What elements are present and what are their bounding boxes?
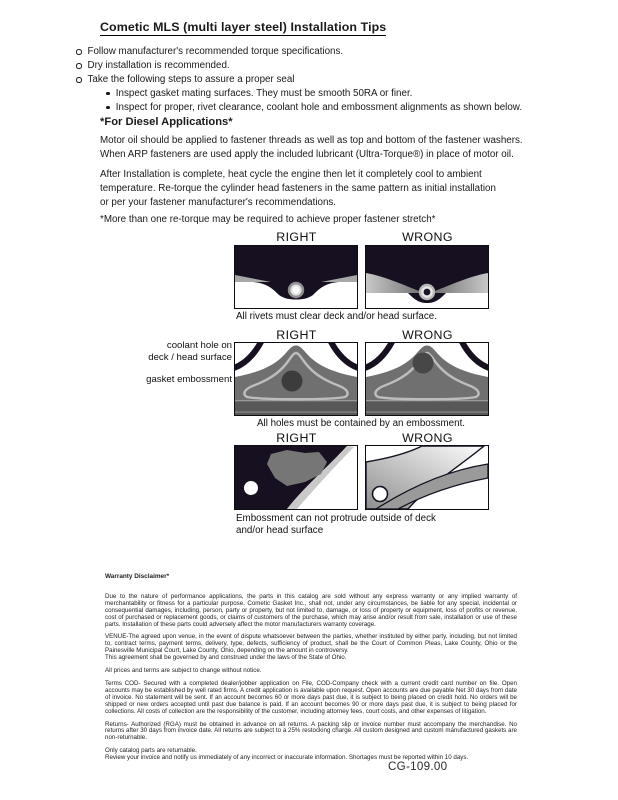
embossment-right-illustration bbox=[235, 446, 357, 509]
row3-wrong-label: WRONG bbox=[402, 431, 453, 445]
disclaimer-heading: Warranty Disclaimer* bbox=[105, 573, 170, 580]
paragraph-line: After Installation is complete, heat cycle the engine then let it completely cool to ambient bbox=[100, 169, 482, 180]
disclaimer-paragraph: All prices and terms are subject to change without notice. bbox=[105, 667, 262, 675]
list-item bbox=[106, 101, 522, 115]
paragraph-line: or per your fastener manufacturer's recommendations. bbox=[100, 197, 337, 208]
list-item bbox=[106, 87, 522, 101]
tips-bullet-list bbox=[76, 45, 343, 87]
bullet-text: Dry installation is recommended. bbox=[87, 60, 230, 71]
diesel-section-heading: *For Diesel Applications* bbox=[100, 116, 233, 128]
filled-bullet-icon bbox=[106, 92, 110, 96]
embossment-wrong-illustration bbox=[366, 446, 488, 509]
diagram-rivet-wrong bbox=[365, 245, 489, 309]
open-bullet-icon bbox=[76, 49, 82, 55]
row3-caption: Embossment can not protrude outside of deck and/or head surface bbox=[236, 513, 436, 536]
rivet-clearance-wrong-illustration bbox=[366, 246, 488, 308]
disclaimer-paragraph: Due to the nature of performance applications, the parts in this catalog are sold without any express warranty or any implied warranty of merchantability or fitness for a particular purpose. Cometic Gasket Inc., shall not, under any circumstances, be liable for any special, incidental or consequential damages, including, person, party or property, but not limited to, damage, or loss of property or equipment, loss of profits or revenue, cost of purchased or replacement goods, or claims of customers of the purchase, which may arise and/or result from sale, installation or use of these parts. Installation of these parts could adversely affect the motor manufacturers warranty coverage. bbox=[105, 592, 517, 628]
paragraph-retorque-note bbox=[100, 213, 435, 227]
disclaimer-paragraph: Only catalog parts are returnable. bbox=[105, 747, 197, 755]
paragraph-motor-oil bbox=[100, 134, 523, 162]
diagram-hole-wrong bbox=[365, 342, 489, 416]
row3-right-label: RIGHT bbox=[276, 431, 317, 445]
disclaimer-paragraph: VENUE-The agreed upon venue, in the event of dispute whatsoever between the parties, whether instituted by either party, including, but not limited to, contract terms, payment terms, delivery, type, defects, sufficiency of product, shall be the Court of Common Pleas, Lake County, Ohio or the Painesville Municipal Court, Lake County, Ohio, depending on the amount in controversy. bbox=[105, 633, 517, 655]
paragraph-line: temperature. Re-torque the cylinder head fasteners in the same pattern as initial installation bbox=[100, 183, 496, 194]
list-item bbox=[76, 59, 343, 73]
disclaimer-paragraph: Returns- Authorized (RGA) must be obtained in advance on all returns. A packing slip or invoice number must accompany the merchandise. No returns after 30 days from invoice date. All returns are subject to a 25% restocking charge. All custom designed and custom manufactured gaskets are non-returnable. bbox=[105, 720, 517, 742]
bullet-text: Take the following steps to assure a proper seal bbox=[87, 74, 295, 85]
bullet-text: Inspect for proper, rivet clearance, coolant hole and embossment alignments as shown below. bbox=[115, 102, 523, 113]
disclaimer-paragraph: This agreement shall be governed by and construed under the laws of the State of Ohio. bbox=[105, 654, 347, 662]
list-item bbox=[76, 45, 343, 59]
disclaimer-paragraph: Review your invoice and notify us immediately of any incorrect or inaccurate information. Shortages must be reported within 10 days. bbox=[105, 754, 469, 762]
row1-wrong-label: WRONG bbox=[402, 230, 453, 244]
page-number: CG-109.00 bbox=[388, 760, 448, 773]
tips-sub-bullet-list bbox=[106, 87, 522, 115]
row2-right-label: RIGHT bbox=[276, 328, 317, 342]
gasket-embossment-label: gasket embossment bbox=[146, 374, 232, 385]
paragraph-heat-cycle bbox=[100, 168, 496, 210]
coolant-hole-wrong-illustration bbox=[366, 343, 488, 415]
row1-right-label: RIGHT bbox=[276, 230, 317, 244]
open-bullet-icon bbox=[76, 63, 82, 69]
paragraph-line: When ARP fasteners are used apply the included lubricant (Ultra-Torque®) in place of motor oil. bbox=[100, 149, 514, 160]
paragraph-line: Motor oil should be applied to fastener threads as well as top and bottom of the fastener washers. bbox=[100, 135, 523, 146]
row1-caption: All rivets must clear deck and/or head surface. bbox=[236, 311, 437, 322]
row2-wrong-label: WRONG bbox=[402, 328, 453, 342]
row2-caption: All holes must be contained by an embossment. bbox=[256, 418, 466, 429]
diagram-rivet-right bbox=[234, 245, 358, 309]
diagram-protrusion-right bbox=[234, 445, 358, 510]
rivet-clearance-right-illustration bbox=[235, 246, 357, 308]
warranty-disclaimer bbox=[105, 574, 517, 768]
list-item bbox=[76, 73, 343, 87]
open-bullet-icon bbox=[76, 77, 82, 83]
bullet-text: Follow manufacturer's recommended torque specifications. bbox=[87, 46, 344, 57]
coolant-hole-label: coolant hole on bbox=[166, 340, 232, 351]
filled-bullet-icon bbox=[106, 106, 110, 110]
diagram-hole-right bbox=[234, 342, 358, 416]
disclaimer-paragraph: Terms COD- Secured with a completed dealer/jobber application on File, COD-Company check with a current credit card number on file. Open accounts may be established by well rated firms. A credit application is available upon request. Open accounts are due payable Net 30 days from date of invoice. No statement will be sent. If an account becomes 60 or more days past due, it is subject to being placed on credit hold. No orders will be shipped or new orders accepted until past due balance is paid. If an account becomes 90 or more days past due, it is subject to being placed for collections. All costs of collection are the responsibility of the customer, including attorney fees, court costs, and other expenses of litigation. bbox=[105, 679, 517, 715]
page-title: Cometic MLS (multi layer steel) Installation Tips bbox=[100, 20, 387, 34]
coolant-hole-right-illustration bbox=[235, 343, 357, 415]
coolant-hole-label-line2: deck / head surface bbox=[148, 352, 232, 363]
bullet-text: Inspect gasket mating surfaces. They must be smooth 50RA or finer. bbox=[115, 88, 413, 99]
diagram-protrusion-wrong bbox=[365, 445, 489, 510]
paragraph-line: *More than one re-torque may be required to achieve proper fastener stretch* bbox=[100, 214, 436, 225]
